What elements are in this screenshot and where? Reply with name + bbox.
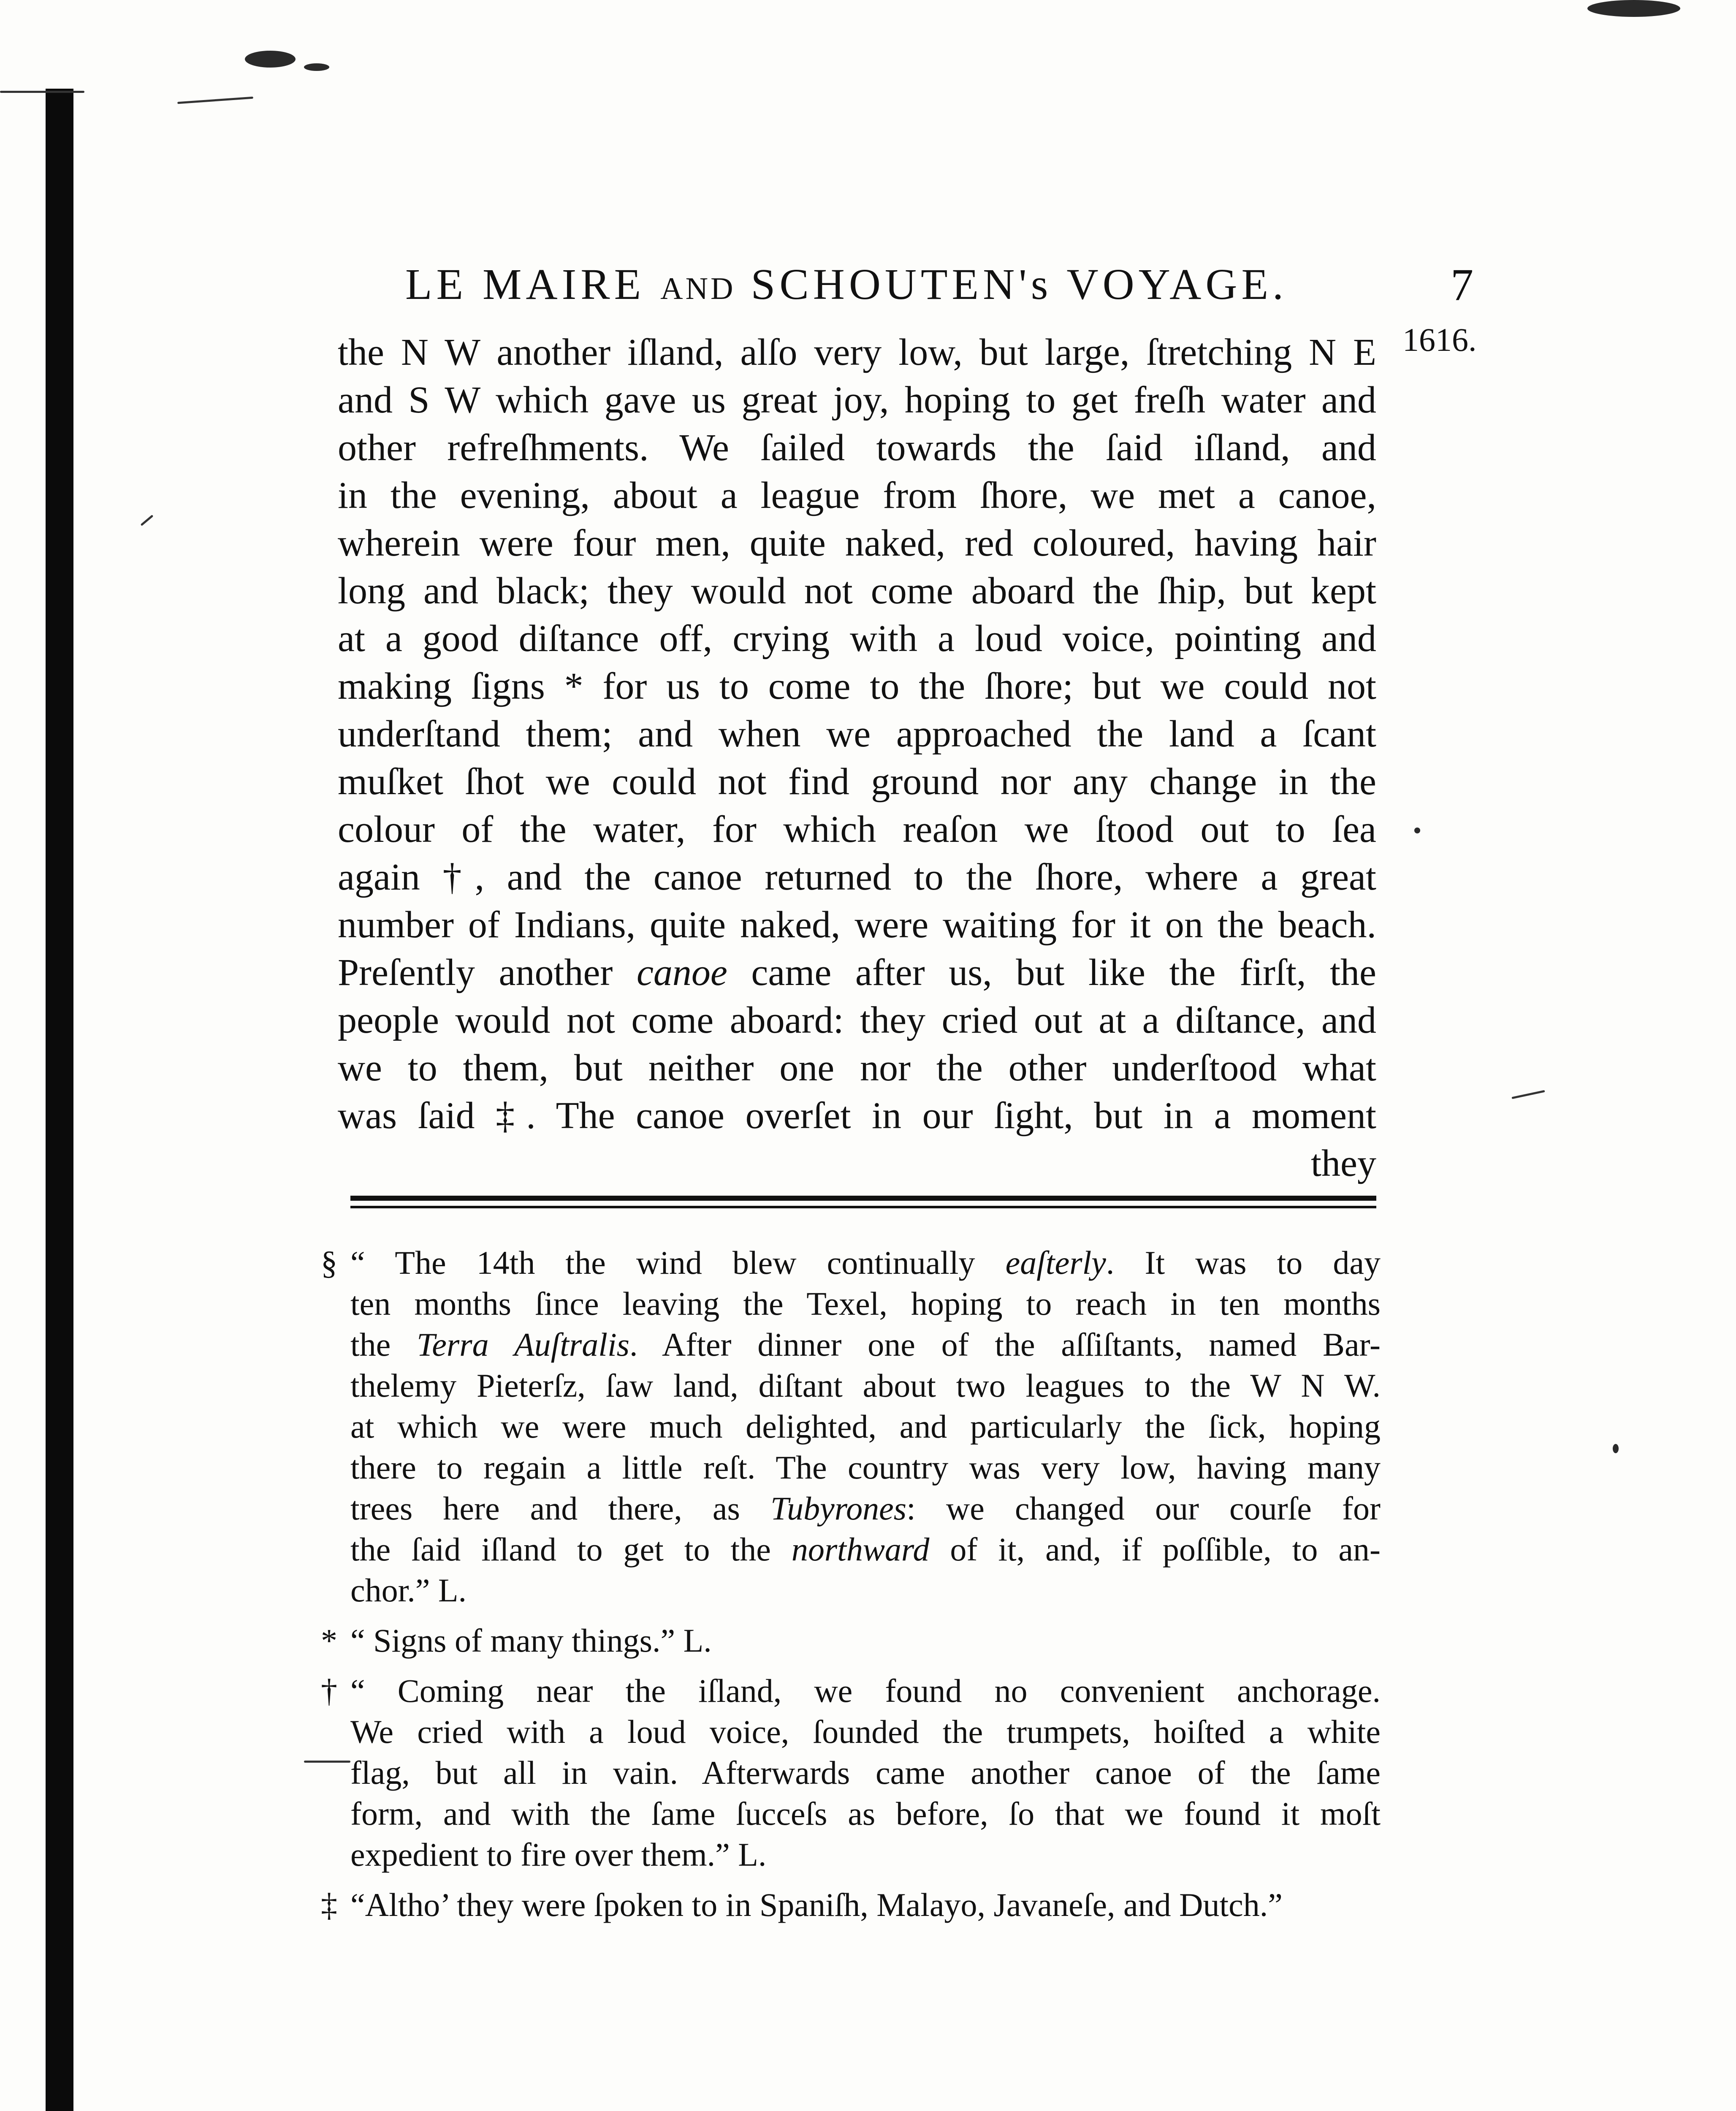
footnote-3: [321, 1670, 1381, 1875]
footnote-text: trees here and there, as: [350, 1490, 770, 1527]
footnote-1: [321, 1242, 1381, 1611]
rule-thick-line: [350, 1196, 1376, 1201]
footnote-italic: Terra Auſtralis: [417, 1326, 629, 1363]
scan-speck: [1613, 1444, 1619, 1453]
footnote-line: [321, 1670, 1381, 1711]
running-head-title-part1: LE MAIRE: [405, 260, 646, 309]
body-line: people would not come aboard: they cried out at a diſtance, and: [338, 999, 1376, 1041]
footnote-text: “ Coming near the iſland, we found no convenient anchorage.: [350, 1672, 1381, 1709]
body-text: [338, 328, 1376, 1187]
body-line-part: came after us, but like the firſt, the: [727, 952, 1376, 993]
scan-mark: [141, 515, 154, 526]
footnote-text: the: [350, 1326, 417, 1363]
footnote-mark: †: [321, 1672, 337, 1709]
footnote-text: of it, and, if poſſible, to an-: [929, 1531, 1381, 1568]
body-line: making ſigns * for us to come to the ſhore; but we could not: [338, 665, 1376, 707]
footnote-line: [350, 1488, 1381, 1529]
body-line: colour of the water, for which reaſon we ſtood out to ſea: [338, 809, 1376, 850]
body-line: and S W which gave us great joy, hoping to get freſh water and: [338, 379, 1376, 421]
footnote-line: thelemy Pieterſz, ſaw land, diſtant about two leagues to the W N W.: [350, 1367, 1381, 1404]
footnote-line: [321, 1242, 1381, 1283]
footnote-4: [321, 1884, 1381, 1925]
scan-mark: [177, 97, 253, 104]
footnote-text: : we changed our courſe for: [906, 1490, 1381, 1527]
footnote-text: the ſaid iſland to get to the: [350, 1531, 792, 1568]
body-line: wherein were four men, quite naked, red coloured, having hair: [338, 522, 1376, 564]
footnote-mark: *: [321, 1622, 337, 1659]
footnote-line: at which we were much delighted, and particularly the ſick, hoping: [350, 1408, 1381, 1445]
body-line: underſtand them; and when we approached the land a ſcant: [338, 713, 1376, 755]
footnote-italic: eaſterly: [1005, 1244, 1106, 1281]
footnote-line: We cried with a loud voice, ſounded the trumpets, hoiſted a white: [350, 1713, 1381, 1750]
scan-speck: [304, 63, 329, 71]
footnote-text: . After dinner one of the aſſiſtants, named Bar-: [629, 1326, 1381, 1363]
rule-thin-line: [350, 1206, 1376, 1208]
footnotes: [321, 1242, 1381, 1935]
footnote-mark: ‡: [321, 1886, 337, 1923]
body-line: [338, 949, 1376, 996]
running-head-and: AND: [660, 271, 736, 306]
scan-mark: [304, 1761, 350, 1763]
footnote-line: [321, 1884, 1381, 1925]
footnote-mark: §: [321, 1244, 337, 1281]
scan-speck: [1587, 0, 1680, 17]
body-line: muſket ſhot we could not find ground nor any change in the: [338, 761, 1376, 803]
footnote-italic: northward: [791, 1531, 930, 1568]
footnote-2: [321, 1620, 1381, 1661]
catchword: they: [1311, 1142, 1376, 1184]
footnote-line: ten months ſince leaving the Texel, hoping to reach in ten months: [350, 1285, 1381, 1322]
footnote-text: “Altho’ they were ſpoken to in Spaniſh, Malayo, Javaneſe, and Dutch.”: [350, 1886, 1283, 1923]
footnote-text: . It was to day: [1106, 1244, 1381, 1281]
footnote-line: expedient to fire over them.” L.: [350, 1836, 767, 1873]
body-line-part: Preſently another: [338, 952, 637, 993]
body-line: number of Indians, quite naked, were waiting for it on the beach.: [338, 904, 1376, 946]
body-line: in the evening, about a league from ſhore, we met a canoe,: [338, 475, 1376, 516]
footnote-line: [321, 1620, 1381, 1661]
footnote-line: form, and with the ſame ſucceſs as before, ſo that we found it moſt: [350, 1795, 1381, 1832]
body-line: was ſaid ‡. The canoe overſet in our ſight, but in a moment: [338, 1095, 1376, 1137]
scan-speck: [245, 51, 296, 68]
page-number: 7: [1451, 260, 1473, 310]
running-head: [405, 260, 1334, 309]
running-head-title-part2: SCHOUTEN's VOYAGE.: [751, 260, 1288, 309]
body-line: other refreſhments. We ſailed towards the ſaid iſland, and: [338, 427, 1376, 469]
scan-mark: [1511, 1090, 1545, 1099]
footnote-text: “ The 14th the wind blew continually: [350, 1244, 1006, 1281]
footnote-line: flag, but all in vain. Afterwards came another canoe of the ſame: [350, 1754, 1381, 1791]
margin-year: 1616.: [1402, 321, 1477, 358]
footnote-rule: [350, 1196, 1376, 1211]
footnote-italic: Tubyrones: [770, 1490, 907, 1527]
body-line-italic: canoe: [636, 952, 727, 993]
footnote-line: [350, 1529, 1381, 1570]
footnote-line: [350, 1324, 1381, 1365]
body-line: at a good diſtance off, crying with a loud voice, pointing and: [338, 618, 1376, 659]
body-line: we to them, but neither one nor the other underſtood what: [338, 1047, 1376, 1089]
body-line: again †, and the canoe returned to the ſhore, where a great: [338, 856, 1376, 898]
footnote-line: there to regain a little reſt. The country was very low, having many: [350, 1449, 1381, 1486]
scan-mark: [0, 91, 84, 93]
footnote-line: chor.” L.: [350, 1572, 467, 1609]
footnote-text: “ Signs of many things.” L.: [350, 1622, 712, 1659]
body-line: the N W another iſland, alſo very low, but large, ſtretching N E: [338, 331, 1376, 373]
binding-shadow: [46, 89, 73, 2111]
body-line: long and black; they would not come aboard the ſhip, but kept: [338, 570, 1376, 612]
scan-speck: [1414, 828, 1420, 833]
